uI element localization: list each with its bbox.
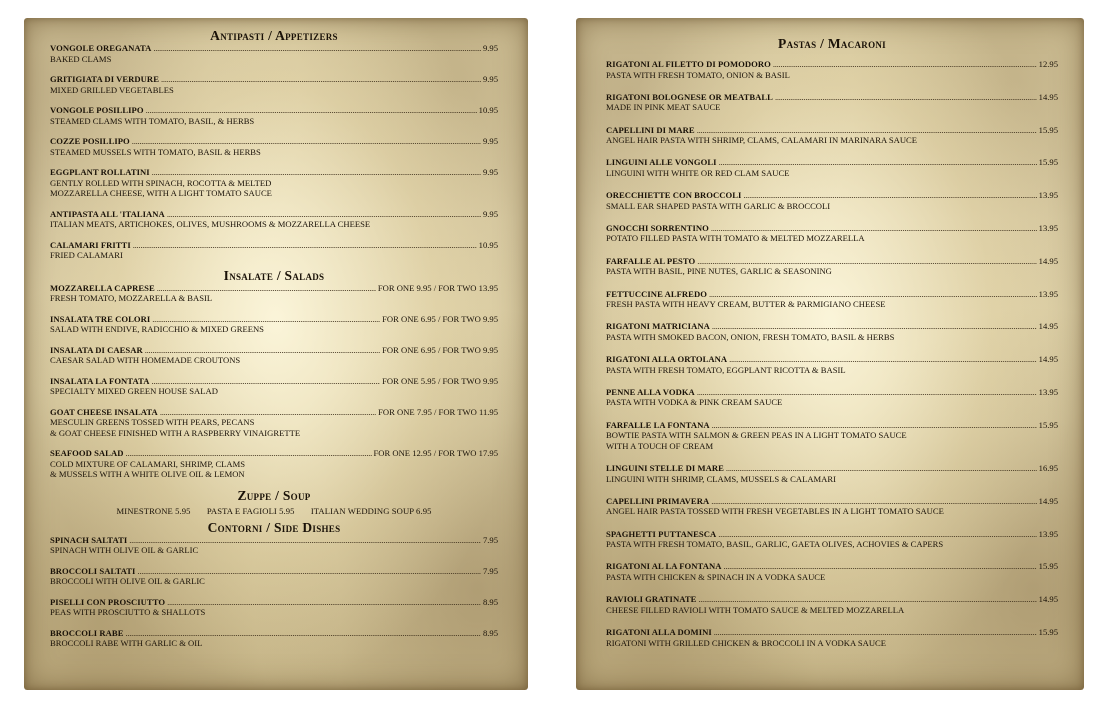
menu-item bbox=[606, 496, 1058, 517]
dish-description: STEAMED CLAMS WITH TOMATO, BASIL, & HERBS bbox=[50, 115, 255, 126]
section-title-antipasti: Antipasti / Appetizers bbox=[210, 28, 338, 43]
dot-leader bbox=[167, 597, 481, 608]
dish-description: SPECIALTY MIXED GREEN HOUSE SALAD bbox=[50, 386, 218, 396]
contorni-list bbox=[50, 535, 498, 649]
dish-description: STEAMED MUSSELS WITH TOMATO, BASIL & HERBS bbox=[50, 146, 261, 157]
section-title-pastas: Pastas / Macaroni bbox=[778, 36, 886, 51]
dot-leader bbox=[726, 463, 1037, 474]
dot-leader bbox=[697, 387, 1037, 398]
menu-item bbox=[50, 628, 498, 649]
dish-price: 15.95 bbox=[1038, 124, 1058, 135]
dish-description: MOZZARELLA CHEESE, WITH A LIGHT TOMATO SAUCE bbox=[50, 188, 272, 198]
menu-item bbox=[606, 157, 1058, 178]
dish-name: EGGPLANT ROLLATINI bbox=[50, 167, 150, 177]
menu-page-right bbox=[576, 18, 1084, 690]
dot-leader bbox=[132, 136, 481, 147]
dot-leader bbox=[145, 345, 380, 356]
menu-item-row bbox=[606, 289, 1058, 300]
dish-name: PENNE ALLA VODKA bbox=[606, 386, 695, 397]
pasta-list bbox=[606, 59, 1058, 648]
dish-name: RIGATONI MATRICIANA bbox=[606, 321, 710, 332]
section-title-insalate: Insalate / Salads bbox=[223, 267, 325, 283]
dish-price: 14.95 bbox=[1038, 91, 1058, 102]
section-title-zuppe: Zuppe / Soup bbox=[237, 487, 311, 503]
dish-price: FOR ONE 7.95 / FOR TWO 11.95 bbox=[378, 406, 498, 417]
dish-price: 9.95 bbox=[482, 43, 498, 53]
menu-item-row bbox=[606, 256, 1058, 267]
dish-description: LINGUINI WITH SHRIMP, CLAMS, MUSSELS & CALAMARI bbox=[606, 473, 836, 484]
dish-description: PASTA WITH FRESH TOMATO, ONION & BASIL bbox=[606, 69, 790, 80]
dish-price: FOR ONE 12.95 / FOR TWO 17.95 bbox=[373, 448, 498, 458]
dot-leader bbox=[718, 529, 1036, 540]
dish-name: VONGOLE OREGANATA bbox=[50, 43, 152, 53]
dot-leader bbox=[153, 43, 481, 54]
dish-name: CALAMARI FRITTI bbox=[50, 239, 131, 250]
menu-item bbox=[606, 529, 1058, 550]
dot-leader bbox=[711, 496, 1036, 507]
menu-item bbox=[606, 594, 1058, 615]
menu-item bbox=[606, 125, 1058, 146]
dot-leader bbox=[773, 59, 1037, 70]
menu-item bbox=[50, 209, 498, 230]
dish-description: PASTA WITH SMOKED BACON, ONION, FRESH TOMATO, BASIL & HERBS bbox=[606, 331, 895, 342]
dish-description: MADE IN PINK MEAT SAUCE bbox=[606, 102, 721, 113]
dish-name: INSALATA DI CAESAR bbox=[50, 344, 143, 355]
menu-item bbox=[50, 105, 498, 126]
dish-name: FETTUCCINE ALFREDO bbox=[606, 288, 707, 299]
menu-item-row bbox=[50, 566, 498, 577]
dish-name: LINGUINI STELLE DI MARE bbox=[606, 463, 724, 474]
menu-item-row bbox=[50, 407, 498, 418]
dot-leader bbox=[697, 125, 1037, 136]
dish-price: 15.95 bbox=[1038, 157, 1058, 168]
dish-description: BROCCOLI RABE WITH GARLIC & OIL bbox=[50, 638, 203, 648]
dish-name: GNOCCHI SORRENTINO bbox=[606, 222, 709, 233]
dish-description: GENTLY ROLLED WITH SPINACH, ROCOTTA & MELTED bbox=[50, 177, 272, 188]
dot-leader bbox=[157, 283, 376, 294]
dot-leader bbox=[729, 354, 1037, 365]
dish-price: 14.95 bbox=[1038, 354, 1058, 365]
dish-name: RIGATONI ALLA ORTOLANA bbox=[606, 354, 728, 365]
menu-item bbox=[50, 535, 498, 556]
dot-leader bbox=[698, 594, 1036, 605]
menu-item bbox=[50, 407, 498, 439]
dish-name: SPINACH SALTATI bbox=[50, 534, 128, 545]
menu-item bbox=[50, 240, 498, 261]
menu-item-row bbox=[50, 448, 498, 459]
dish-description: & MUSSELS WITH A WHITE OLIVE OIL & LEMON bbox=[50, 469, 245, 479]
dish-description: FRIED CALAMARI bbox=[50, 250, 123, 260]
menu-item bbox=[606, 354, 1058, 375]
menu-item-row bbox=[606, 59, 1058, 70]
dish-name: RIGATONI ALLA DOMINI bbox=[606, 627, 712, 638]
dish-description: ANGEL HAIR PASTA WITH SHRIMP, CLAMS, CALAMARI IN MARINARA SAUCE bbox=[606, 135, 918, 146]
dot-leader bbox=[709, 289, 1037, 300]
dot-leader bbox=[125, 628, 480, 639]
menu-item-row bbox=[606, 529, 1058, 540]
menu-item-row bbox=[50, 597, 498, 608]
dot-leader bbox=[167, 209, 481, 220]
menu-item-row bbox=[50, 535, 498, 546]
menu-item-row bbox=[50, 240, 498, 251]
dot-leader bbox=[161, 74, 481, 85]
menu-item bbox=[50, 566, 498, 587]
menu-item bbox=[50, 345, 498, 366]
dish-name: PISELLI CON PROSCIUTTO bbox=[50, 596, 166, 607]
menu-item-row bbox=[606, 627, 1058, 638]
dish-description: PEAS WITH PROSCIUTTO & SHALLOTS bbox=[50, 607, 206, 617]
menu-item bbox=[50, 314, 498, 335]
dish-price: 15.95 bbox=[1038, 627, 1058, 638]
antipasti-list bbox=[50, 43, 498, 261]
menu-item bbox=[50, 597, 498, 618]
menu-item-row bbox=[50, 43, 498, 54]
menu-item bbox=[606, 627, 1058, 648]
dot-leader bbox=[714, 627, 1037, 638]
dish-price: 14.95 bbox=[1038, 255, 1058, 266]
dot-leader bbox=[152, 314, 380, 325]
dish-price: FOR ONE 9.95 / FOR TWO 13.95 bbox=[377, 282, 498, 293]
menu-item-row bbox=[606, 354, 1058, 365]
dish-description: SPINACH WITH OLIVE OIL & GARLIC bbox=[50, 545, 199, 555]
menu-item-row bbox=[50, 376, 498, 387]
dish-name: RIGATONI AL LA FONTANA bbox=[606, 561, 722, 572]
dish-price: 13.95 bbox=[1038, 190, 1058, 201]
dish-description: SALAD WITH ENDIVE, RADICCHIO & MIXED GREENS bbox=[50, 324, 264, 334]
menu-item bbox=[50, 448, 498, 480]
section-title-contorni: Contorni / Side Dishes bbox=[207, 519, 341, 535]
dish-name: ORECCHIETTE CON BROCCOLI bbox=[606, 190, 742, 201]
dish-price: 13.95 bbox=[1038, 222, 1058, 233]
dish-price: 10.95 bbox=[478, 105, 498, 115]
insalate-list bbox=[50, 283, 498, 480]
menu-item-row bbox=[50, 136, 498, 147]
soup-list bbox=[50, 506, 498, 516]
dish-price: 16.95 bbox=[1038, 463, 1058, 474]
dot-leader bbox=[711, 223, 1037, 234]
dish-description: ANGEL HAIR PASTA TOSSED WITH FRESH VEGETABLES IN A LIGHT TOMATO SAUCE bbox=[606, 506, 944, 517]
dish-name: FARFALLE AL PESTO bbox=[606, 255, 696, 266]
menu-item bbox=[606, 387, 1058, 408]
dish-name: INSALATA LA FONTATA bbox=[50, 375, 150, 386]
dish-description: FRESH TOMATO, MOZZARELLA & BASIL bbox=[50, 293, 213, 303]
menu-item-row bbox=[606, 463, 1058, 474]
soup-item: ITALIAN WEDDING SOUP 6.95 bbox=[310, 505, 432, 516]
dot-leader bbox=[125, 448, 371, 459]
dot-leader bbox=[129, 535, 481, 546]
menu-item bbox=[50, 43, 498, 64]
dish-name: INSALATA TRE COLORI bbox=[50, 313, 151, 324]
menu-item bbox=[50, 376, 498, 397]
dot-leader bbox=[146, 105, 477, 116]
dish-name: CAPELLINI PRIMAVERA bbox=[606, 495, 710, 506]
dish-description: MIXED GRILLED VEGETABLES bbox=[50, 84, 174, 95]
dish-name: GOAT CHEESE INSALATA bbox=[50, 406, 158, 417]
menu-item bbox=[50, 167, 498, 199]
menu-item-row bbox=[606, 190, 1058, 201]
dish-name: SPAGHETTI PUTTANESCA bbox=[606, 528, 717, 539]
menu-item bbox=[50, 136, 498, 157]
menu-item bbox=[606, 190, 1058, 211]
dish-description: SMALL EAR SHAPED PASTA WITH GARLIC & BROCCOLI bbox=[606, 200, 831, 211]
dish-description: MESCULIN GREENS TOSSED WITH PEARS, PECANS bbox=[50, 417, 255, 427]
dot-leader bbox=[137, 566, 481, 577]
soup-item: PASTA E FAGIOLI 5.95 bbox=[206, 505, 295, 516]
dish-price: 15.95 bbox=[1038, 561, 1058, 572]
dish-description: & GOAT CHEESE FINISHED WITH A RASPBERRY VINAIGRETTE bbox=[50, 427, 301, 438]
dish-description: ITALIAN MEATS, ARTICHOKES, OLIVES, MUSHROOMS & MOZZARELLA CHEESE bbox=[50, 219, 371, 229]
menu-item-row bbox=[606, 561, 1058, 572]
dish-description: CHEESE FILLED RAVIOLI WITH TOMATO SAUCE & MELTED MOZZARELLA bbox=[606, 604, 905, 615]
dish-description: PASTA WITH FRESH TOMATO, BASIL, GARLIC, GAETA OLIVES, ACHOVIES & CAPERS bbox=[606, 539, 944, 550]
dish-description: COLD MIXTURE OF CALAMARI, SHRIMP, CLAMS bbox=[50, 458, 246, 469]
menu-item bbox=[606, 420, 1058, 452]
dish-description: FRESH PASTA WITH HEAVY CREAM, BUTTER & PARMIGIANO CHEESE bbox=[606, 299, 886, 310]
dish-price: FOR ONE 6.95 / FOR TWO 9.95 bbox=[382, 344, 498, 355]
menu-item bbox=[606, 92, 1058, 113]
menu-item-row bbox=[50, 167, 498, 178]
menu-item bbox=[606, 256, 1058, 277]
dot-leader bbox=[775, 92, 1037, 103]
dish-price: FOR ONE 5.95 / FOR TWO 9.95 bbox=[382, 375, 498, 386]
dot-leader bbox=[712, 321, 1037, 332]
dish-name: BROCCOLI SALTATI bbox=[50, 565, 136, 576]
dish-name: BROCCOLI RABE bbox=[50, 627, 124, 638]
dish-price: 13.95 bbox=[1038, 386, 1058, 397]
dot-leader bbox=[712, 420, 1037, 431]
menu-item-row bbox=[606, 496, 1058, 507]
dish-price: 13.95 bbox=[1038, 528, 1058, 539]
dish-description: POTATO FILLED PASTA WITH TOMATO & MELTED MOZZARELLA bbox=[606, 233, 865, 244]
menu-item-row bbox=[50, 105, 498, 116]
dish-price: 12.95 bbox=[1038, 59, 1058, 69]
dish-name: CAPELLINI DI MARE bbox=[606, 124, 695, 135]
menu-item bbox=[50, 283, 498, 304]
menu-item bbox=[50, 74, 498, 95]
menu-item bbox=[606, 59, 1058, 80]
dot-leader bbox=[151, 376, 380, 387]
menu-item-row bbox=[606, 387, 1058, 398]
dish-description: BAKED CLAMS bbox=[50, 53, 112, 64]
menu-item-row bbox=[606, 92, 1058, 103]
menu-item-row bbox=[606, 223, 1058, 234]
dish-price: 7.95 bbox=[482, 565, 498, 576]
menu-item-row bbox=[606, 594, 1058, 605]
dish-description: CAESAR SALAD WITH HOMEMADE CROUTONS bbox=[50, 355, 241, 365]
dish-description: PASTA WITH FRESH TOMATO, EGGPLANT RICOTTA & BASIL bbox=[606, 364, 846, 375]
dot-leader bbox=[723, 561, 1036, 572]
dish-price: 9.95 bbox=[482, 136, 498, 146]
dish-description: RIGATONI WITH GRILLED CHICKEN & BROCCOLI IN A VODKA SAUCE bbox=[606, 637, 887, 648]
dot-leader bbox=[133, 240, 477, 251]
menu-item-row bbox=[50, 314, 498, 325]
dish-name: GRITIGIATA DI VERDURE bbox=[50, 74, 159, 84]
dish-description: PASTA WITH CHICKEN & SPINACH IN A VODKA SAUCE bbox=[606, 571, 826, 582]
menu-item-row bbox=[606, 125, 1058, 136]
menu-item bbox=[606, 463, 1058, 484]
dish-price: 9.95 bbox=[482, 167, 498, 177]
menu-item-row bbox=[606, 157, 1058, 168]
dish-price: 8.95 bbox=[482, 596, 498, 607]
menu-item bbox=[606, 321, 1058, 342]
dot-leader bbox=[743, 190, 1036, 201]
menu-item bbox=[606, 561, 1058, 582]
dish-name: RIGATONI BOLOGNESE OR MEATBALL bbox=[606, 91, 773, 102]
menu-item bbox=[606, 289, 1058, 310]
dish-name: RIGATONI AL FILETTO DI POMODORO bbox=[606, 59, 771, 69]
dish-price: 14.95 bbox=[1038, 495, 1058, 506]
menu-item-row bbox=[50, 345, 498, 356]
dish-price: 14.95 bbox=[1038, 594, 1058, 605]
dish-description: BROCCOLI WITH OLIVE OIL & GARLIC bbox=[50, 576, 205, 586]
dot-leader bbox=[719, 157, 1037, 168]
dish-description: PASTA WITH VODKA & PINK CREAM SAUCE bbox=[606, 397, 783, 408]
dish-price: 9.95 bbox=[482, 74, 498, 84]
dish-price: 10.95 bbox=[478, 239, 498, 250]
dish-name: MOZZARELLA CAPRESE bbox=[50, 282, 155, 293]
dish-name: LINGUINI ALLE VONGOLI bbox=[606, 157, 717, 168]
menu-item-row bbox=[50, 74, 498, 85]
dish-price: FOR ONE 6.95 / FOR TWO 9.95 bbox=[382, 313, 498, 324]
dish-price: 9.95 bbox=[482, 208, 498, 219]
dish-name: SEAFOOD SALAD bbox=[50, 448, 124, 458]
dot-leader bbox=[697, 256, 1036, 267]
dish-price: 14.95 bbox=[1038, 321, 1058, 332]
menu-page-left bbox=[24, 18, 528, 690]
menu-item-row bbox=[606, 420, 1058, 431]
dish-description: LINGUINI WITH WHITE OR RED CLAM SAUCE bbox=[606, 167, 790, 178]
dish-price: 13.95 bbox=[1038, 288, 1058, 299]
dish-description: BOWTIE PASTA WITH SALMON & GREEN PEAS IN A LIGHT TOMATO SAUCE bbox=[606, 430, 907, 441]
dish-description: WITH A TOUCH OF CREAM bbox=[606, 440, 714, 451]
dish-name: ANTIPASTA ALL 'ITALIANA bbox=[50, 208, 165, 219]
menu-item bbox=[606, 223, 1058, 244]
dish-price: 8.95 bbox=[482, 627, 498, 638]
dish-price: 7.95 bbox=[482, 534, 498, 545]
soup-item: MINESTRONE 5.95 bbox=[116, 505, 191, 516]
menu-item-row bbox=[50, 283, 498, 294]
dot-leader bbox=[160, 407, 376, 418]
dish-description: PASTA WITH BASIL, PINE NUTES, GARLIC & SEASONING bbox=[606, 266, 832, 277]
menu-item-row bbox=[606, 321, 1058, 332]
dish-name: VONGOLE POSILLIPO bbox=[50, 105, 144, 115]
menu-item-row bbox=[50, 209, 498, 220]
menu-item-row bbox=[50, 628, 498, 639]
dish-name: COZZE POSILLIPO bbox=[50, 136, 130, 146]
dish-name: FARFALLE LA FONTANA bbox=[606, 419, 710, 430]
dish-name: RAVIOLI GRATINATE bbox=[606, 594, 697, 605]
dot-leader bbox=[152, 167, 481, 178]
dish-price: 15.95 bbox=[1038, 419, 1058, 430]
